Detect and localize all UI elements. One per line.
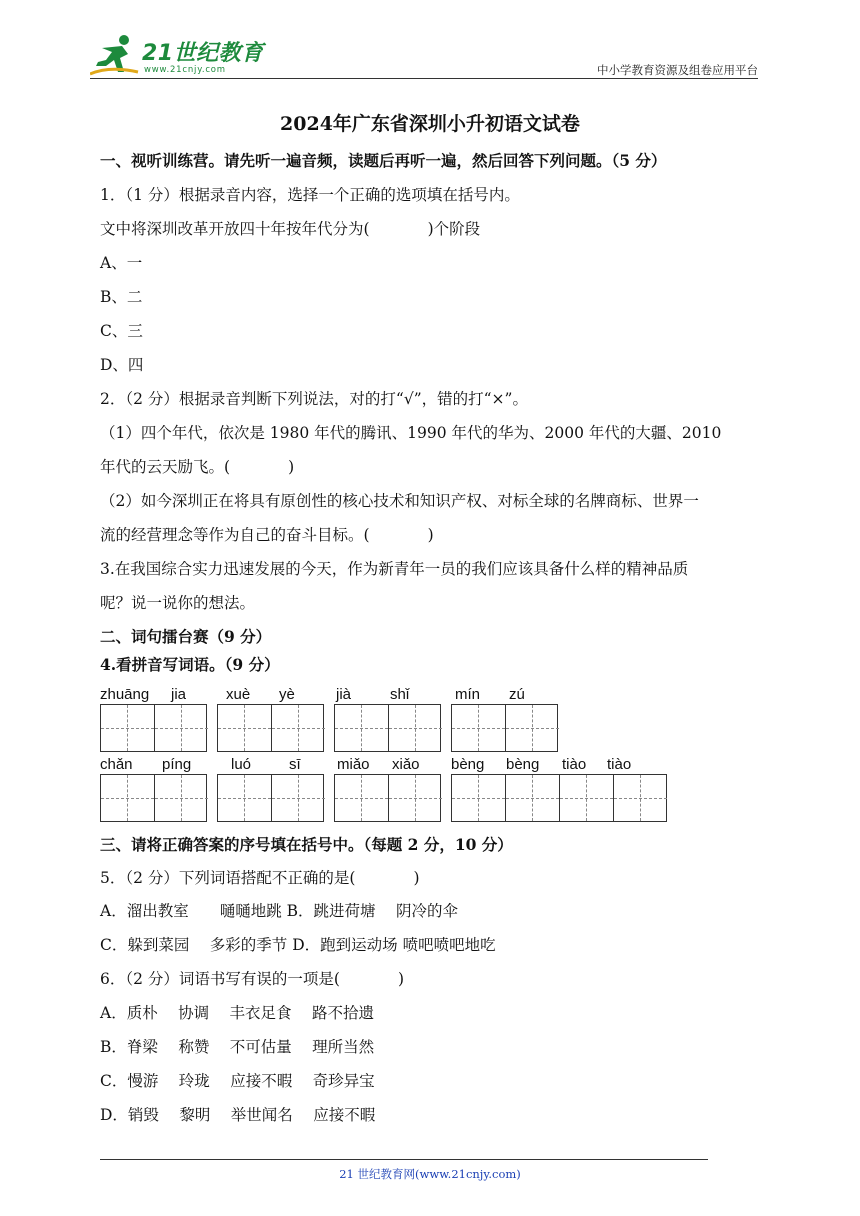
question-2-item-1: （1）四个年代，依次是 1980 年代的腾讯、1990 年代的华为、2000 年代的大疆、2010: [100, 424, 722, 442]
pinyin-label: tiào: [562, 756, 587, 773]
question-1-option-a: A、一: [100, 254, 143, 272]
question-2-item-1-cont: [100, 455, 294, 477]
question-5: [100, 866, 420, 888]
section-2-heading: 二、词句擂台赛（9 分）: [100, 627, 272, 646]
page-title: 2024年广东省深圳小升初语文试卷: [280, 113, 580, 135]
question-6-close: ): [397, 970, 405, 988]
writing-grid: [334, 774, 441, 822]
logo-url: www.21cnjy.com: [144, 65, 226, 75]
pinyin-label: bèng: [506, 756, 540, 773]
question-6: [100, 967, 404, 989]
question-6-stem: 6．（2 分）词语书写有误的一项是(: [100, 970, 340, 988]
question-5-options-ab: A．溜出教室 嗵嗵地跳 B．跳进荷塘 阴冷的伞: [100, 902, 458, 920]
question-1-option-c: C、三: [100, 322, 143, 340]
question-5-stem: 5．（2 分）下列词语搭配不正确的是(: [100, 869, 356, 887]
question-2: 2．（2 分）根据录音判断下列说法，对的打“√”，错的打“×”。: [100, 390, 528, 408]
pinyin-label: xuè: [226, 686, 251, 703]
runner-logo-icon: [90, 32, 140, 78]
question-4: 4.看拼音写词语。（9 分）: [100, 655, 280, 674]
question-2-item-2-before: 流的经营理念等作为自己的奋斗目标。(: [100, 526, 370, 544]
section-1-heading: 一、视听训练营。请先听一遍音频，读题后再听一遍，然后回答下列问题。（5 分）: [100, 151, 667, 170]
question-1-text: [100, 217, 480, 239]
site-logo: [90, 32, 290, 78]
question-1-text-after: )个阶段: [427, 220, 481, 238]
pinyin-label: luó: [231, 756, 252, 773]
question-2-item-1-after: ): [288, 458, 295, 476]
question-5-close: ): [413, 869, 420, 887]
pinyin-label: chǎn: [100, 756, 133, 773]
pinyin-label: jià: [336, 686, 352, 703]
question-2-item-1-before: 年代的云天励飞。(: [100, 458, 231, 476]
writing-grid: [217, 704, 324, 752]
writing-grid: [451, 704, 558, 752]
pinyin-label: píng: [162, 756, 192, 773]
writing-grid-wide: [451, 774, 667, 822]
platform-name: 中小学教育资源及组卷应用平台: [597, 63, 758, 77]
footer-divider: [100, 1159, 708, 1160]
question-1: 1．（1 分）根据录音内容，选择一个正确的选项填在括号内。: [100, 186, 520, 204]
pinyin-label: tiào: [607, 756, 632, 773]
question-6-option-b: B．脊梁 称赞 不可估量 理所当然: [100, 1038, 375, 1056]
pinyin-label: shǐ: [390, 686, 410, 703]
question-1-option-b: B、二: [100, 288, 143, 306]
pinyin-label: yè: [279, 686, 295, 703]
logo-text: 21世纪教育: [142, 41, 264, 66]
question-1-option-d: D、四: [100, 356, 144, 374]
question-2-item-2-cont: [100, 523, 434, 545]
question-2-item-2-after: ): [427, 526, 434, 544]
pinyin-label: miǎo: [337, 756, 370, 773]
pinyin-label: sī: [289, 756, 301, 773]
footer-source: 21 世纪教育网(www.21cnjy.com): [339, 1167, 521, 1181]
question-2-item-2: （2）如今深圳正在将具有原创性的核心技术和知识产权、对标全球的名牌商标、世界一: [100, 492, 699, 510]
question-6-option-d: D．销毁 黎明 举世闻名 应接不暇: [100, 1106, 376, 1124]
question-6-option-a: A．质朴 协调 丰衣足食 路不拾遗: [100, 1004, 374, 1022]
writing-grid: [217, 774, 324, 822]
pinyin-label: zhuāng: [100, 686, 150, 703]
pinyin-label: bèng: [451, 756, 485, 773]
writing-grid: [100, 704, 207, 752]
header-divider: [90, 78, 758, 79]
question-1-text-before: 文中将深圳改革开放四十年按年代分为(: [100, 220, 370, 238]
section-3-heading: 三、请将正确答案的序号填在括号中。（每题 2 分，10 分）: [100, 835, 513, 854]
question-3-cont: 呢？说一说你的想法。: [100, 594, 256, 612]
writing-grid: [100, 774, 207, 822]
pinyin-label: mín: [455, 686, 481, 703]
pinyin-label: xiǎo: [392, 756, 420, 773]
question-6-option-c: C．慢游 玲珑 应接不暇 奇珍异宝: [100, 1072, 375, 1090]
question-5-options-cd: C．躲到菜园 多彩的季节 D．跑到运动场 喷吧喷吧地吃: [100, 936, 496, 954]
pinyin-label: jia: [171, 686, 187, 703]
page-header: [90, 30, 760, 80]
question-3: 3.在我国综合实力迅速发展的今天，作为新青年一员的我们应该具备什么样的精神品质: [100, 560, 689, 578]
pinyin-label: zú: [509, 686, 525, 703]
writing-grid: [334, 704, 441, 752]
